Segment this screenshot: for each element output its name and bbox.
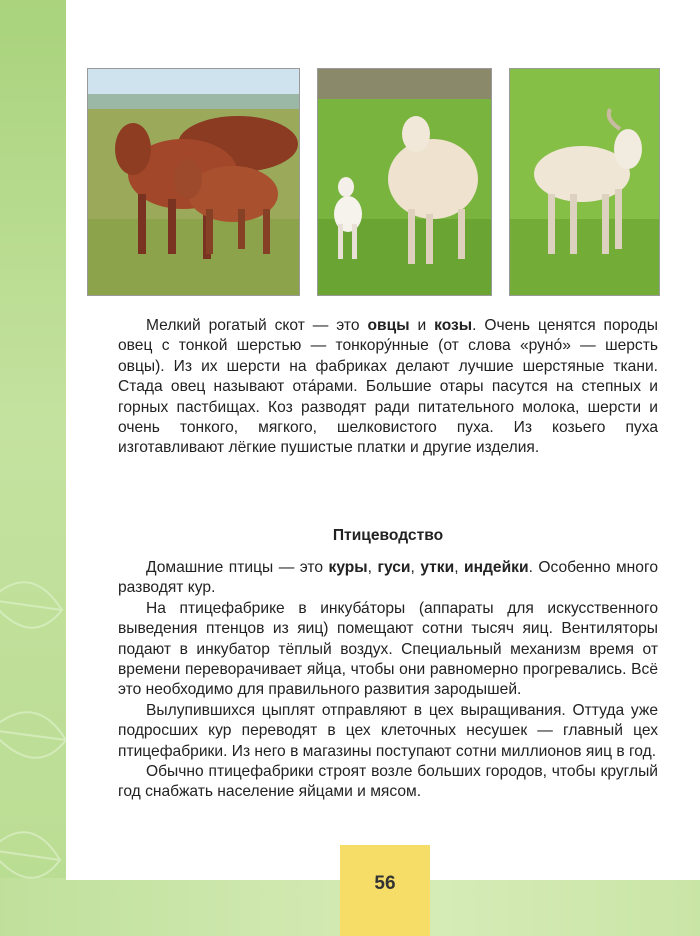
text: , <box>367 559 378 576</box>
paragraph-chicks: Вылупившихся цыплят отправляют в цех выращивания. Оттуда уже подросших кур переводят в цех клеточных несушек — главный цех птицефабрики. Из него в магазины поступают сотни миллионов яиц в год. <box>118 701 658 760</box>
bold-term-chickens: куры <box>328 559 368 576</box>
paragraph-sheep-goats <box>118 316 658 459</box>
leaf-decoration-icon <box>0 540 70 920</box>
photo-cows <box>87 68 300 296</box>
bold-term-turkeys: индейки <box>464 559 529 576</box>
paragraph-livestock <box>118 316 658 459</box>
photo-goat <box>509 68 660 296</box>
poultry-text <box>118 558 658 803</box>
text: . Особенно много разводят кур. <box>118 559 658 597</box>
text: Мелкий рогатый скот — это <box>146 317 368 334</box>
bold-term-geese: гуси <box>377 559 411 576</box>
paragraph-factory-location: Обычно птицефабрики строят возле больших городов, чтобы круглый год снабжать население яйцами и мясом. <box>118 763 658 801</box>
section-heading-poultry: Птицеводство <box>332 527 444 544</box>
paragraph-poultry-types <box>118 558 658 599</box>
bold-term-goats: козы <box>434 317 473 334</box>
photo-sheep <box>317 68 492 296</box>
bold-term-ducks: утки <box>420 559 455 576</box>
text: , <box>410 559 421 576</box>
text: и <box>409 317 435 334</box>
text: Домашние птицы — это <box>146 559 329 576</box>
text: , <box>454 559 465 576</box>
text: . Очень ценятся породы овец с тонкой шерстью — тонкору́нные (от слова «руно́» — шерсть овцы). Из их шерсти на фабриках делают лучшие шерстяные ткани. Стада овец называют ота́рами. Большие отары пасутся на степных и горных пастбищах. Коз разводят ради питательного молока, шерсти и очень тонкого, мягкого, шелковистого пуха. Из козьего пуха изготавливают лёгкие пушистые платки и другие изделия. <box>118 317 658 457</box>
paragraph-incubators: На птицефабрике в инкуба́торы (аппараты для искусственного выведения птенцов из яиц) помещают сотни тысяч яиц. Вентиляторы подают в инкубатор тёплый воздух. Специальный механизм время от времени переворачивает яйца, чтобы они равномерно прогревались. Всё это необходимо для правильного развития зародышей. <box>118 599 658 699</box>
page-number: 56 <box>374 873 396 894</box>
bold-term-sheep: овцы <box>367 317 410 334</box>
